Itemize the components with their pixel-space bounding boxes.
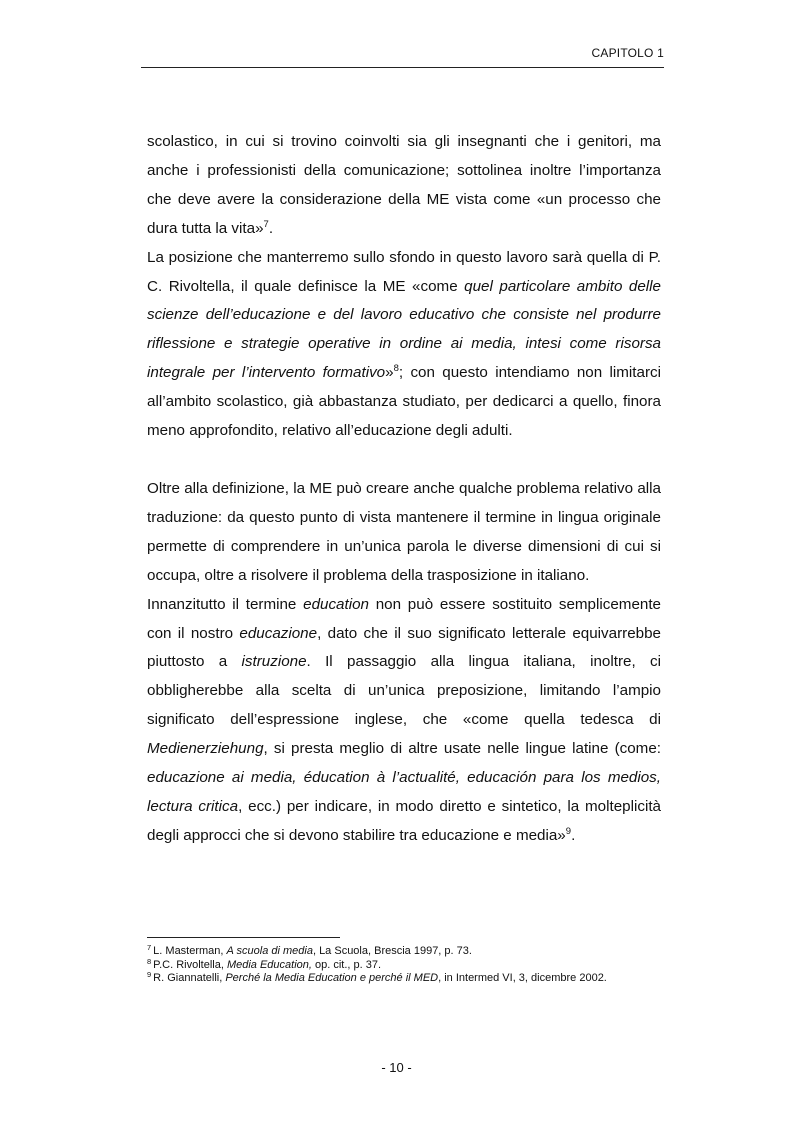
footnote-title: Perché la Media Education e perché il MED	[225, 972, 439, 984]
footnote-7	[147, 945, 667, 959]
paragraph-text: »	[385, 364, 394, 382]
footnote-ref-8[interactable]: 8	[393, 363, 399, 375]
chapter-label: CAPITOLO 1	[591, 46, 664, 60]
paragraph-3	[147, 475, 661, 591]
footnote-title: A scuola di media	[226, 945, 313, 957]
paragraph-text: ; con questo intendiamo non limitarci all’ambito scolastico, già abbastanza studiato, per dedicarci a quello, finora meno approfondito, relativo all’educazione degli adulti.	[147, 364, 661, 440]
paragraph-text: non può essere sostituito semplicemente con il nostro	[147, 595, 662, 642]
footnote-9	[147, 972, 667, 986]
paragraph-2	[147, 244, 661, 446]
footnote-author: R. Giannatelli,	[153, 972, 226, 984]
paragraph-text: , ecc.) per indicare, in modo diretto e sintetico, la molteplicità degli approcci che si devono stabilire tra educazione e media»	[147, 797, 662, 844]
body-text	[147, 128, 661, 851]
footnote-ref-7[interactable]: 7	[263, 218, 269, 230]
paragraph-gap	[147, 446, 661, 475]
footnote-title: Media Education,	[226, 958, 312, 971]
footnote-details: , La Scuola, Brescia 1997, p. 73.	[312, 945, 472, 957]
footnotes	[147, 945, 667, 986]
footnote-number: 8	[147, 956, 152, 966]
footnote-ref-9[interactable]: 9	[565, 825, 572, 837]
paragraph-1	[147, 128, 661, 244]
paragraph-text: . Il passaggio alla lingua italiana, inoltre, ci obbligherebbe alla scelta di un’unica preposizione, limitando l’ampio significato dell’espressione inglese, che «come quella tedesca di	[147, 653, 661, 729]
paragraph-text: La posizione che manterremo sullo sfondo in questo lavoro sarà quella di P. C. Rivoltella, il quale definisce la ME «come	[147, 248, 661, 295]
paragraph-text: .	[571, 826, 576, 844]
paragraph-text: Innanzitutto il termine	[147, 595, 304, 613]
chapter-header	[141, 46, 664, 68]
footnote-8	[147, 956, 667, 973]
paragraph-text: .	[268, 219, 274, 237]
footnote-details: op. cit., p. 37.	[311, 958, 382, 971]
paragraph-text: , si presta meglio di altre usate nelle lingue latine (come:	[263, 740, 661, 758]
footnote-number: 7	[147, 943, 152, 952]
paragraph-text: , dato che il suo significato letterale equivarrebbe piuttosto a	[147, 624, 661, 671]
paragraph-4	[147, 591, 661, 851]
italic-term: education	[303, 595, 369, 613]
footnote-author: P.C. Rivoltella,	[153, 958, 227, 971]
paragraph-text: Oltre alla definizione, la ME può creare anche qualche problema relativo alla traduzione: da questo punto di vista mantenere il termine in lingua originale permette di comprendere in un’unica parola le diverse dimensioni di cui si occupa, oltre a risolvere il problema della trasposizione in italiano.	[147, 479, 661, 584]
paragraph-text: scolastico, in cui si trovino coinvolti sia gli insegnanti che i genitori, ma anche i professionisti della comunicazione; sottolinea inoltre l’importanza che deve avere la considerazione della ME vista come «un processo che dura tutta la vita»	[147, 133, 661, 237]
page-number: - 10 -	[381, 1060, 412, 1075]
footnote-details: , in Intermed VI, 3, dicembre 2002.	[438, 972, 607, 984]
footnote-number: 9	[147, 970, 152, 979]
italic-term: educazione	[239, 624, 318, 642]
italic-term: istruzione	[241, 653, 307, 671]
quoted-definition: quel particolare ambito delle scienze dell’educazione e del lavoro educativo che consiste nel produrre riflessione e strategie operative in ordine ai media, intesi come risorsa integrale per l’intervento formativo	[147, 277, 661, 382]
italic-term: Medienerziehung	[147, 740, 264, 758]
footnote-separator	[147, 937, 340, 938]
footnote-author: L. Masterman,	[153, 945, 227, 957]
italic-term-list: educazione ai media, éducation à l’actualité, educación para los medios, lectura critica	[147, 769, 661, 815]
